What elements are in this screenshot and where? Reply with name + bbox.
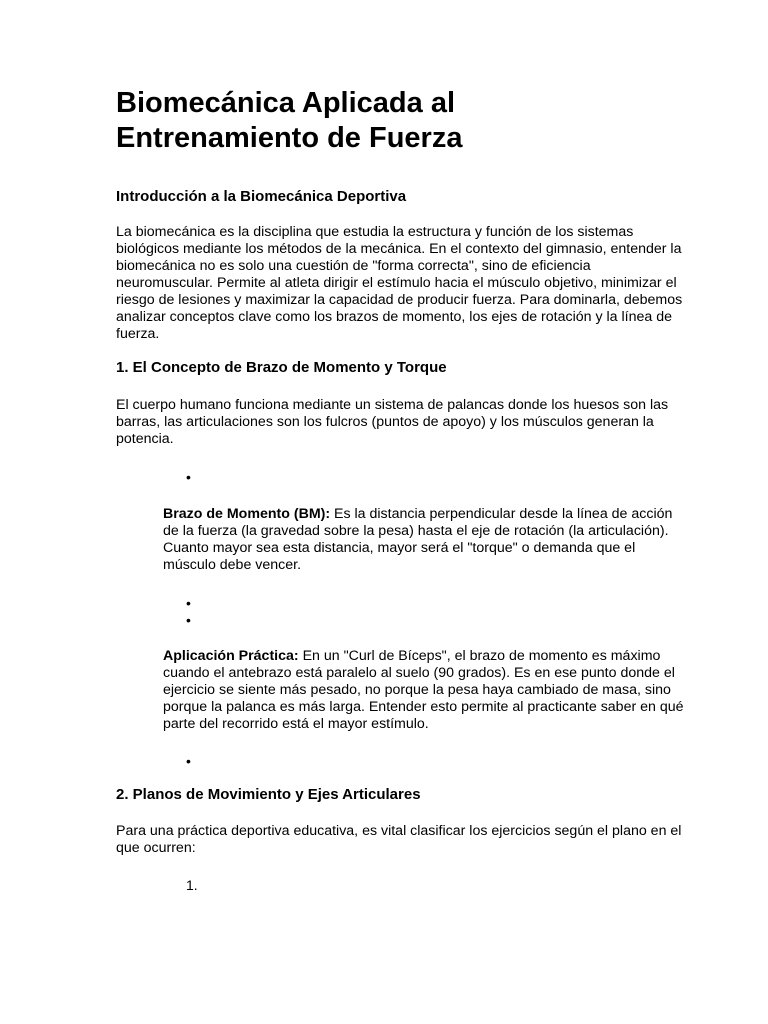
intro-paragraph: La biomecánica es la disciplina que estudia la estructura y función de los sistemas biológicos mediante los métodos de la mecánica. En el contexto del gimnasio, entender la biomecánica no es solo una cuestión de "forma correcta", sino de eficiencia neuromuscular. Permite al atleta dirigir el estímulo hacia el músculo objetivo, minimizar el riesgo de lesiones y maximizar la capacidad de producir fuerza. Para dominarla, debemos analizar conceptos clave como los brazos de momento, los ejes de rotación y la línea de fuerza.	[116, 224, 683, 342]
intro-heading: Introducción a la Biomecánica Deportiva	[116, 188, 407, 205]
section-2-heading: 2. Planos de Movimiento y Ejes Articulares	[116, 786, 421, 803]
section-2-paragraph: Para una práctica deportiva educativa, es vital clasificar los ejercicios según el plano en el que ocurren:	[116, 823, 682, 856]
document-title	[116, 0, 688, 156]
practical-application-text: En un "Curl de Bíceps", el brazo de momento es máximo cuando el antebrazo está paralelo al suelo (90 grados). Es en ese punto donde el ejercicio se siente más pesado, no porque la pesa haya cambiado de masa, sino porque la palanca es más larga. Entender esto permite al practicante saber en qué parte del recorrido está el mayor estímulo.	[163, 648, 684, 732]
moment-arm-label: Brazo de Momento (BM):	[163, 506, 331, 522]
section-1-paragraph: El cuerpo humano funciona mediante un sistema de palancas donde los huesos son las barras, las articulaciones son los fulcros (puntos de apoyo) y los músculos generan la potencia.	[116, 397, 669, 447]
moment-arm-definition	[163, 506, 688, 574]
bullet-marker: •	[186, 469, 191, 485]
bullet-marker: •	[186, 595, 191, 611]
title-line-1: Biomecánica Aplicada al	[116, 87, 456, 119]
section-1-heading: 1. El Concepto de Brazo de Momento y Torque	[116, 359, 447, 376]
numbered-list-marker: 1.	[186, 877, 198, 893]
bullet-marker: •	[186, 753, 191, 769]
practical-application	[163, 648, 688, 733]
moment-arm-text: Es la distancia perpendicular desde la línea de acción de la fuerza (la gravedad sobre la pesa) hasta el eje de rotación (la articulación). Cuanto mayor sea esta distancia, mayor será el "torque" o demanda que el músculo debe vencer.	[163, 506, 673, 573]
practical-application-label: Aplicación Práctica:	[163, 648, 299, 664]
title-line-2: Entrenamiento de Fuerza	[116, 122, 463, 154]
bullet-marker: •	[186, 612, 191, 628]
